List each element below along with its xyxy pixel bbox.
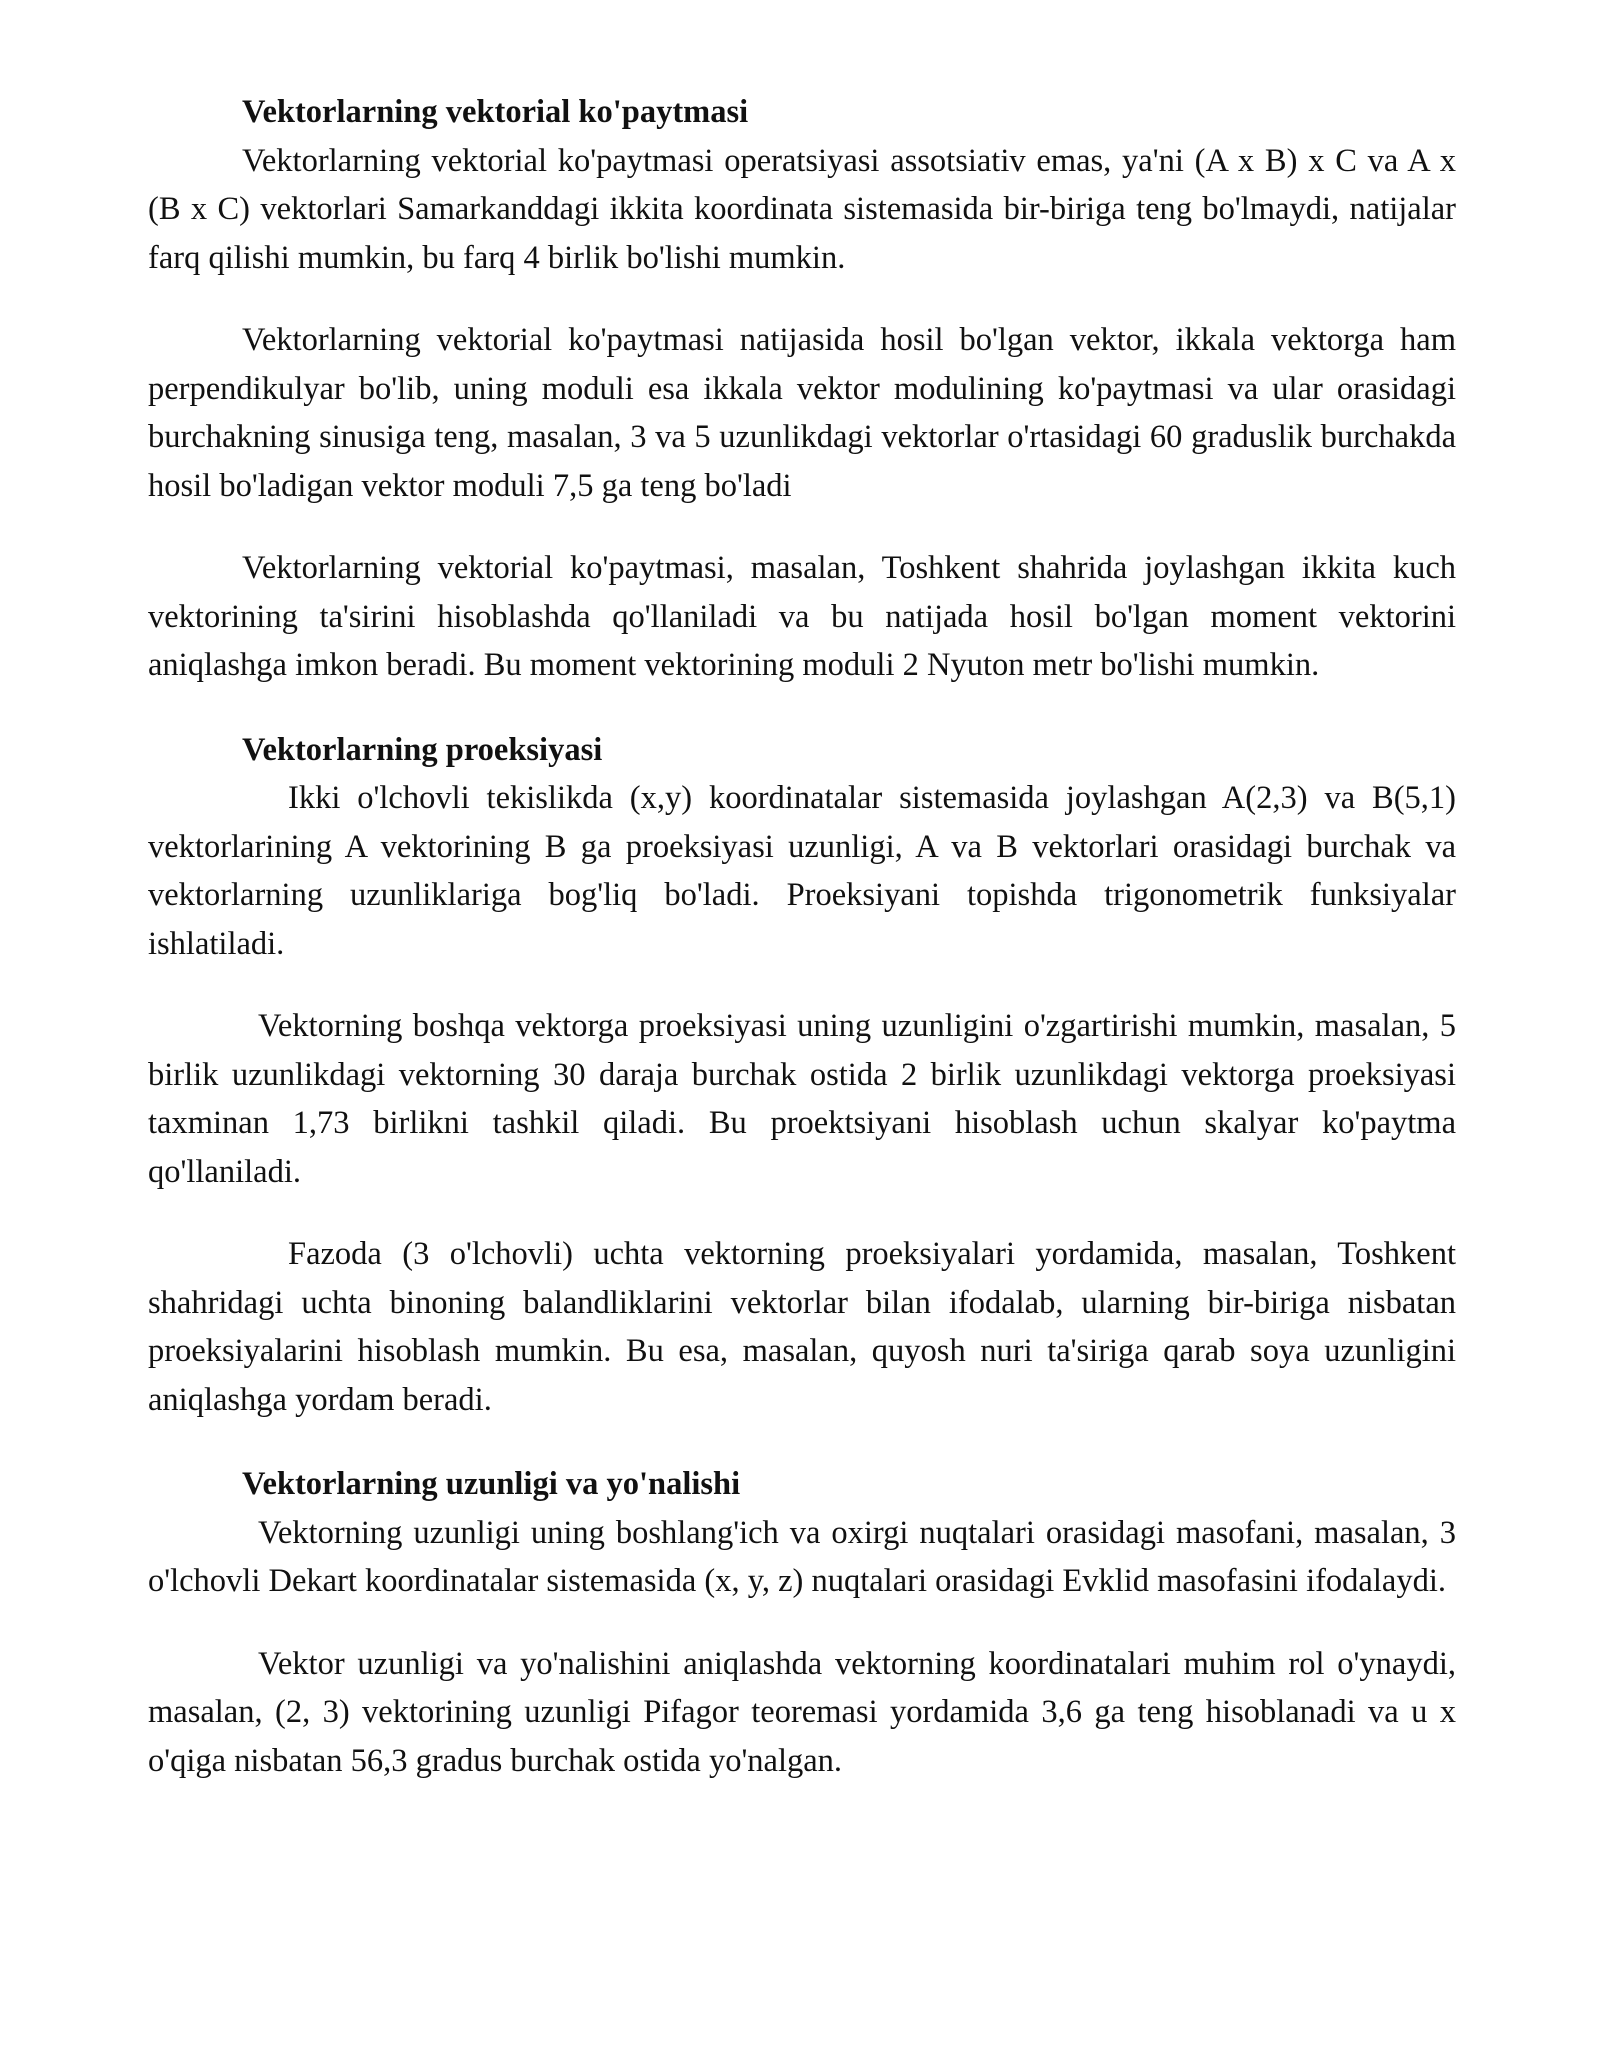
paragraph: Vektorning boshqa vektorga proeksiyasi uning uzunligini o'zgartirishi mumkin, masalan, 5 birlik uzunlikdagi vektorning 30 daraja burchak ostida 2 birlik uzunlikdagi vektorga proeksiyasi taxminan 1,73 birlikni tashkil qiladi. Bu proektsiyani hisoblash uchun skalyar ko'paytma qo'llaniladi. [148,1008,1456,1190]
section-heading: Vektorlarning proeksiyasi [242,731,603,768]
section-heading: Vektorlarning vektorial ko'paytmasi [242,94,749,130]
section-cross-product [148,88,1456,690]
paragraph: Vektor uzunligi va yo'nalishini aniqlashda vektorning koordinatalari muhim rol o'ynaydi, masalan, (2, 3) vektorining uzunligi Pifagor teoremasi yordamida 3,6 ga teng hisoblanadi va u x o'qiga nisbatan 56,3 gradus burchak ostida yo'nalgan. [148,1645,1456,1779]
section-heading: Vektorlarning uzunligi va yo'nalishi [242,1466,741,1502]
paragraph: Vektorlarning vektorial ko'paytmasi natijasida hosil bo'lgan vektor, ikkala vektorga ham perpendikulyar bo'lib, uning moduli esa ikkala vektor modulining ko'paytmasi va ular orasidagi burchakning sinusiga teng, masalan, 3 va 5 uzunlikdagi vektorlar o'rtasidagi 60 graduslik burchakda hosil bo'ladigan vektor moduli 7,5 ga teng bo'ladi [148,322,1456,504]
paragraph: Ikki o'lchovli tekislikda (x,y) koordinatalar sistemasida joylashgan A(2,3) va B(5,1) vektorlarining A vektorining B ga proeksiyasi uzunligi, A va B vektorlari orasidagi burchak va vektorlarning uzunliklariga bog'liq bo'ladi. Proeksiyani topishda trigonometrik funksiyalar ishlatiladi. [148,780,1456,962]
document-page [148,88,1456,1785]
section-length-direction [148,1460,1456,1785]
paragraph: Fazoda (3 o'lchovli) uchta vektorning proeksiyalari yordamida, masalan, Toshkent shahridagi uchta binoning balandliklarini vektorlar bilan ifodalab, ularning bir-biriga nisbatan proeksiyalarini hisoblash mumkin. Bu esa, masalan, quyosh nuri ta'siriga qarab soya uzunligini aniqlashga yordam beradi. [148,1236,1456,1418]
paragraph: Vektorlarning vektorial ko'paytmasi operatsiyasi assotsiativ emas, ya'ni (A x B) x C va A x (B x C) vektorlari Samarkanddagi ikkita koordinata sistemasida bir-biriga teng bo'lmaydi, natijalar farq qilishi mumkin, bu farq 4 birlik bo'lishi mumkin. [148,142,1456,276]
paragraph: Vektorlarning vektorial ko'paytmasi, masalan, Toshkent shahrida joylashgan ikkita kuch vektorining ta'sirini hisoblashda qo'llaniladi va bu natijada hosil bo'lgan moment vektorini aniqlashga imkon beradi. Bu moment vektorining moduli 2 Nyuton metr bo'lishi mumkin. [148,550,1456,683]
section-projection [148,726,1456,1425]
paragraph: Vektorning uzunligi uning boshlang'ich va oxirgi nuqtalari orasidagi masofani, masalan, 3 o'lchovli Dekart koordinatalar sistemasida (x, y, z) nuqtalari orasidagi Evklid masofasini ifodalaydi. [148,1514,1456,1599]
